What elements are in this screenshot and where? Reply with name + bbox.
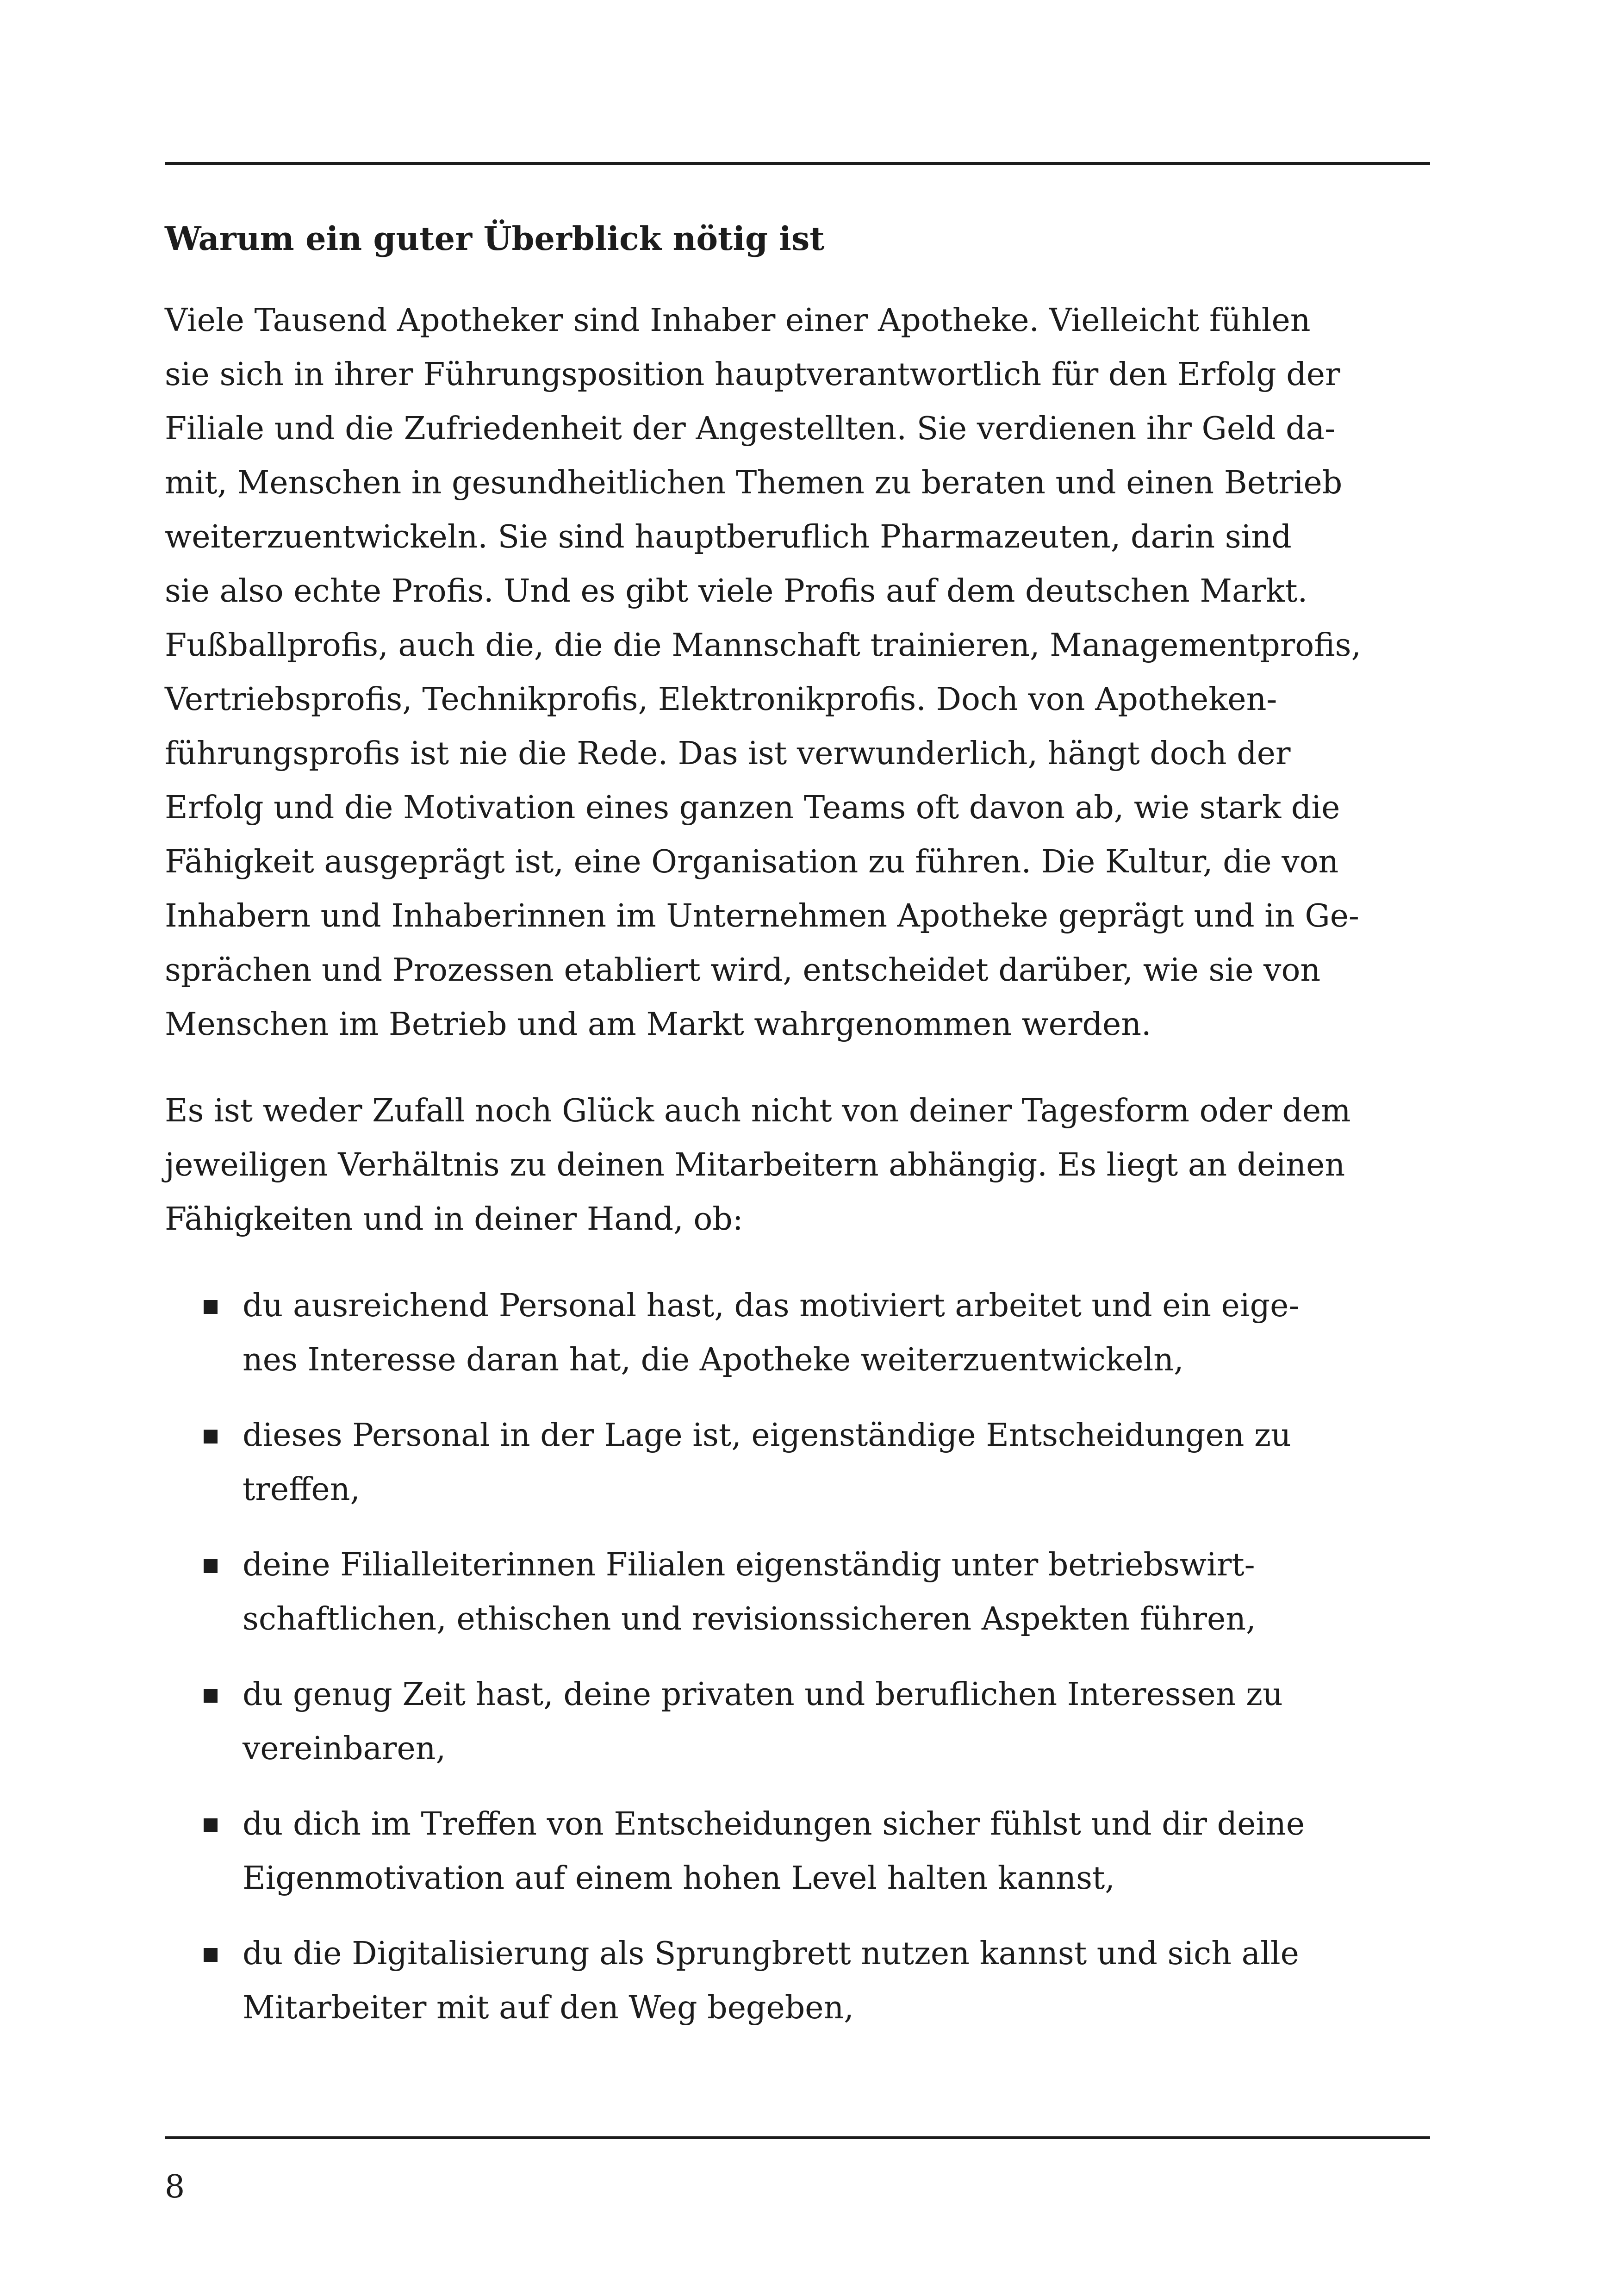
text-line: Fähigkeit ausgeprägt ist, eine Organisation zu führen. Die Kultur, die von — [165, 844, 1339, 880]
top-divider — [165, 162, 1430, 165]
text-line: du genug Zeit hast, deine privaten und beruflichen Interessen zu — [243, 1676, 1283, 1713]
square-bullet-icon — [204, 1559, 218, 1573]
text-line: Viele Tausend Apotheker sind Inhaber einer Apotheke. Vielleicht fühlen — [165, 302, 1311, 339]
text-line: sie sich in ihrer Führungsposition hauptverantwortlich für den Erfolg der — [165, 356, 1340, 393]
page-content — [165, 218, 1430, 2056]
square-bullet-icon — [204, 1430, 218, 1444]
list-item — [165, 1279, 1430, 1387]
text-line: sprächen und Prozessen etabliert wird, entscheidet darüber, wie sie von — [165, 952, 1321, 989]
text-line: vereinbaren, — [243, 1730, 446, 1767]
text-line: nes Interesse daran hat, die Apotheke weiterzuentwickeln, — [243, 1342, 1184, 1378]
section-heading: Warum ein guter Überblick nötig ist — [165, 219, 825, 258]
text-line: Vertriebsprofis, Technikprofis, Elektronikprofis. Doch von Apotheken- — [165, 681, 1277, 718]
text-line: Eigenmotivation auf einem hohen Level halten kannst, — [243, 1860, 1115, 1897]
text-line: sie also echte Profis. Und es gibt viele Profis auf dem deutschen Markt. — [165, 573, 1308, 610]
text-line: du dich im Treffen von Entscheidungen sicher fühlst und dir deine — [243, 1806, 1305, 1842]
square-bullet-icon — [204, 1300, 218, 1314]
text-line: Filiale und die Zufriedenheit der Angestellten. Sie verdienen ihr Geld da- — [165, 411, 1336, 447]
text-line: dieses Personal in der Lage ist, eigenständige Entscheidungen zu — [243, 1417, 1291, 1454]
paragraph-intro — [165, 293, 1430, 1052]
text-line: jeweiligen Verhältnis zu deinen Mitarbeitern abhängig. Es liegt an deinen — [165, 1147, 1345, 1183]
square-bullet-icon — [204, 1818, 218, 1832]
text-line: deine Filialleiterinnen Filialen eigenständig unter betriebswirt- — [243, 1547, 1255, 1583]
text-line: du ausreichend Personal hast, das motiviert arbeitet und ein eige- — [243, 1288, 1300, 1324]
text-line: weiterzuentwickeln. Sie sind hauptberuflich Pharmazeuten, darin sind — [165, 519, 1292, 555]
bullet-list — [165, 1279, 1430, 2035]
text-line: Erfolg und die Motivation eines ganzen Teams oft davon ab, wie stark die — [165, 790, 1340, 826]
text-line: schaftlichen, ethischen und revisionssicheren Aspekten führen, — [243, 1601, 1256, 1637]
text-line: Es ist weder Zufall noch Glück auch nicht von deiner Tagesform oder dem — [165, 1093, 1351, 1129]
text-line: Menschen im Betrieb und am Markt wahrgenommen werden. — [165, 1006, 1151, 1043]
text-line: treffen, — [243, 1471, 361, 1508]
text-line: du die Digitalisierung als Sprungbrett nutzen kannst und sich alle — [243, 1935, 1299, 1972]
text-line: Mitarbeiter mit auf den Weg begeben, — [243, 1990, 854, 2026]
bottom-divider — [165, 2136, 1430, 2139]
list-item — [165, 1797, 1430, 1905]
text-line: mit, Menschen in gesundheitlichen Themen zu beraten und einen Betrieb — [165, 465, 1343, 501]
list-item — [165, 1538, 1430, 1646]
paragraph-lead-in — [165, 1084, 1430, 1246]
text-line: Fußballprofis, auch die, die die Mannschaft trainieren, Managementprofis, — [165, 627, 1362, 664]
square-bullet-icon — [204, 1948, 218, 1962]
list-item — [165, 1927, 1430, 2035]
text-line: Fähigkeiten und in deiner Hand, ob: — [165, 1201, 743, 1238]
text-line: Inhabern und Inhaberinnen im Unternehmen Apotheke geprägt und in Ge- — [165, 898, 1359, 934]
square-bullet-icon — [204, 1689, 218, 1703]
page-number: 8 — [165, 2169, 185, 2205]
text-line: führungsprofis ist nie die Rede. Das ist verwunderlich, hängt doch der — [165, 735, 1291, 772]
list-item — [165, 1668, 1430, 1776]
list-item — [165, 1408, 1430, 1517]
